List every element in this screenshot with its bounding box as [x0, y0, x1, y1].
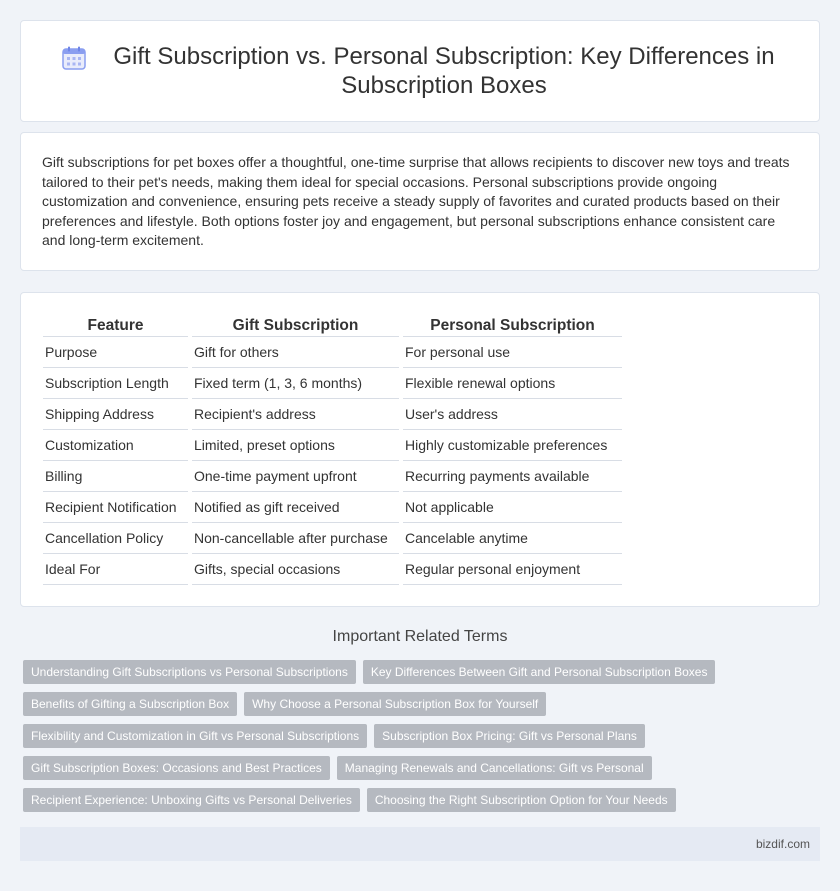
cell-personal: Recurring payments available — [403, 461, 622, 492]
page-title: Gift Subscription vs. Personal Subscription: Key Differences in Subscription Boxes — [113, 43, 775, 99]
calendar-icon — [61, 45, 87, 71]
related-term-link[interactable]: Flexibility and Customization in Gift vs Personal Subscriptions — [23, 724, 367, 748]
table-row — [43, 523, 622, 554]
cell-feature: Billing — [43, 461, 188, 492]
cell-feature: Cancellation Policy — [43, 523, 188, 554]
related-terms-title: Important Related Terms — [332, 628, 508, 645]
related-term-link[interactable]: Understanding Gift Subscriptions vs Personal Subscriptions — [23, 660, 356, 684]
related-term-link[interactable]: Why Choose a Personal Subscription Box for Yourself — [244, 692, 546, 716]
cell-personal: Regular personal enjoyment — [403, 554, 622, 585]
comparison-table — [39, 315, 626, 585]
cell-gift: Limited, preset options — [192, 430, 399, 461]
tag-row — [23, 660, 823, 684]
header-feature: Feature — [43, 315, 188, 337]
cell-feature: Ideal For — [43, 554, 188, 585]
cell-gift: Gift for others — [192, 337, 399, 368]
cell-personal: For personal use — [403, 337, 622, 368]
related-term-link[interactable]: Choosing the Right Subscription Option for Your Needs — [367, 788, 676, 812]
cell-personal: Cancelable anytime — [403, 523, 622, 554]
cell-gift: Recipient's address — [192, 399, 399, 430]
cell-feature: Customization — [43, 430, 188, 461]
cell-personal: Flexible renewal options — [403, 368, 622, 399]
intro-card — [20, 132, 820, 271]
table-row — [43, 461, 622, 492]
related-term-link[interactable]: Key Differences Between Gift and Personal Subscription Boxes — [363, 660, 716, 684]
related-term-link[interactable]: Subscription Box Pricing: Gift vs Personal Plans — [374, 724, 645, 748]
table-row — [43, 337, 622, 368]
cell-gift: Fixed term (1, 3, 6 months) — [192, 368, 399, 399]
intro-text: Gift subscriptions for pet boxes offer a thoughtful, one-time surprise that allows recipients to discover new toys and treats tailored to their pet's needs, making them ideal for special occasions. Personal subscriptions provide ongoing customization and convenience, ensuring pets receive a steady supply of favorites and curated products based on their preferences and lifestyle. Both options foster joy and engagement, but personal subscriptions enhance consistent care and long-term excitement. — [42, 154, 790, 248]
cell-gift: One-time payment upfront — [192, 461, 399, 492]
table-row — [43, 554, 622, 585]
related-term-link[interactable]: Benefits of Gifting a Subscription Box — [23, 692, 237, 716]
cell-feature: Purpose — [43, 337, 188, 368]
footer-brand[interactable]: bizdif.com — [755, 837, 810, 851]
related-term-link[interactable]: Gift Subscription Boxes: Occasions and Best Practices — [23, 756, 330, 780]
header-gift-subscription: Gift Subscription — [192, 315, 399, 337]
tag-row — [23, 788, 823, 812]
table-row — [43, 430, 622, 461]
cell-personal: Not applicable — [403, 492, 622, 523]
header-personal-subscription: Personal Subscription — [403, 315, 622, 337]
cell-gift: Non-cancellable after purchase — [192, 523, 399, 554]
cell-personal: Highly customizable preferences — [403, 430, 622, 461]
tag-row — [23, 724, 823, 748]
cell-gift: Gifts, special occasions — [192, 554, 399, 585]
cell-feature: Recipient Notification — [43, 492, 188, 523]
tag-row — [23, 692, 823, 716]
title-wrap — [21, 42, 819, 100]
comparison-table-card — [20, 292, 820, 607]
related-term-link[interactable]: Recipient Experience: Unboxing Gifts vs Personal Deliveries — [23, 788, 360, 812]
cell-personal: User's address — [403, 399, 622, 430]
table-header-row — [43, 315, 622, 337]
table-row — [43, 368, 622, 399]
related-terms-list — [23, 660, 823, 820]
table-row — [43, 492, 622, 523]
header-card — [20, 20, 820, 122]
cell-gift: Notified as gift received — [192, 492, 399, 523]
tag-row — [23, 756, 823, 780]
footer — [20, 827, 820, 861]
related-term-link[interactable]: Managing Renewals and Cancellations: Gift vs Personal — [337, 756, 652, 780]
table-row — [43, 399, 622, 430]
cell-feature: Subscription Length — [43, 368, 188, 399]
cell-feature: Shipping Address — [43, 399, 188, 430]
